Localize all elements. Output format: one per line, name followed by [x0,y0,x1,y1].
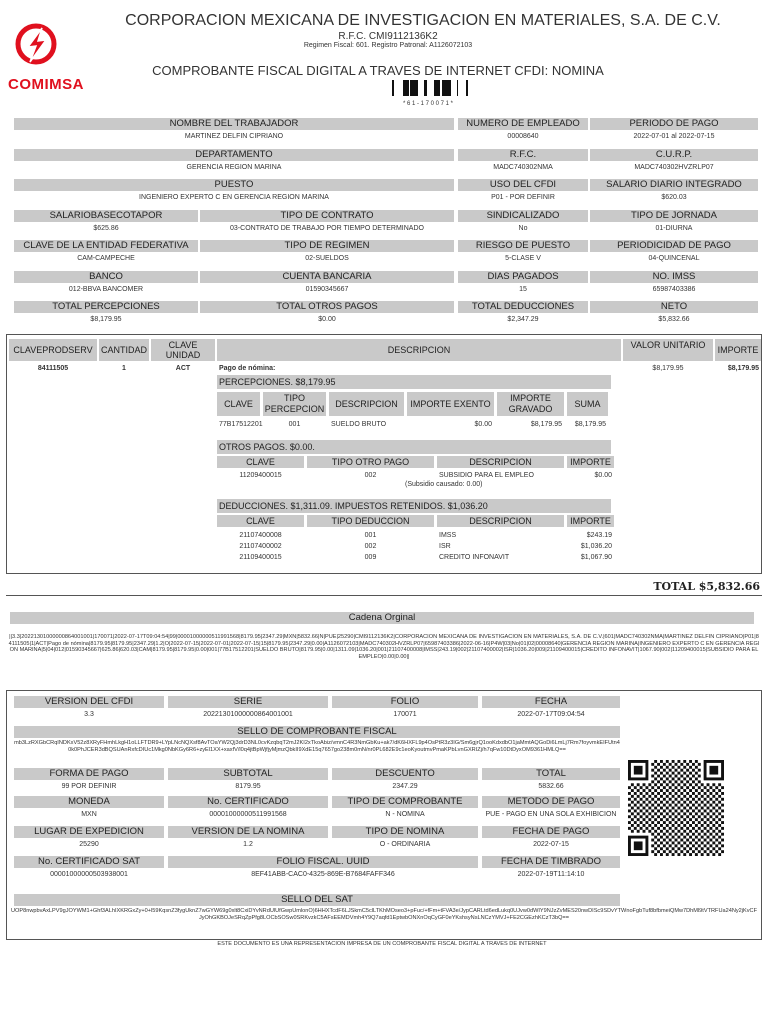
fiscal-value: 2347.29 [392,783,418,790]
concept-cantidad: 1 [122,365,126,372]
field-value: MARTINEZ DELFIN CIPRIANO [184,133,284,140]
fiscal-label: FOLIO [332,696,478,708]
field-label: CUENTA BANCARIA [200,271,454,283]
otros-title: OTROS PAGOS. $0.00. [217,440,611,454]
field-label: NETO [590,301,758,313]
fiscal-label: TOTAL [482,768,620,780]
subtable-header: SUMA [567,392,608,416]
percepciones-title: PERCEPCIONES. $8,179.95 [217,375,611,389]
sello-cfdi-label: SELLO DE COMPROBANTE FISCAL [14,726,620,738]
field-value: 2022-07-01 al 2022-07-15 [633,133,715,140]
field-label: SALARIOBASECOTAPOR [14,210,198,222]
field-label: USO DEL CFDI [458,179,588,191]
footer-text: ESTE DOCUMENTO ES UNA REPRESENTACION IMPRESA DE UN COMPROBANTE FISCAL DIGITAL A TRAVES DE INTERNET [217,941,547,947]
company-name: CORPORACION MEXICANA DE INVESTIGACION EN MATERIALES, S.A. DE C.V. [125,12,721,29]
col-header-clave: CLAVEPRODSERV [9,339,97,361]
subtable-cell: $0.00 [474,421,492,428]
subtable-cell: 21107400008 [239,532,282,539]
fiscal-label: SERIE [168,696,328,708]
subtable-header: IMPORTE [567,456,614,468]
barcode-icon [388,80,468,96]
subtable-header: IMPORTE EXENTO [407,392,494,416]
field-value: 15 [519,285,527,293]
fiscal-value: 99 POR DEFINIR [61,783,117,790]
field-value: No [518,224,528,232]
field-value: $8,179.95 [90,316,122,323]
sello-sat-label: SELLO DEL SAT [14,894,620,906]
field-value: 65987403386 [652,285,696,293]
company-rfc: R.F.C. CMI9112136K2 [338,31,438,42]
cadena-title: Cadena Orginal [10,612,754,624]
logo-text: COMIMSA [8,76,84,93]
field-value: 04-QUINCENAL [648,255,700,262]
field-value: MADC740302HVZRLP07 [634,163,714,171]
fiscal-label: FECHA DE PAGO [482,826,620,838]
field-value: 02-SUELDOS [305,255,349,262]
qr-code-icon [628,760,724,856]
fiscal-value: 25290 [79,841,99,848]
subtable-header: IMPORTE [567,515,614,527]
concept-importe: $8,179.95 [727,365,759,372]
field-label: DEPARTAMENTO [14,149,454,161]
field-label: SINDICALIZADO [458,210,588,222]
fiscal-label: METODO DE PAGO [482,796,620,808]
field-value: P01 - POR DEFINIR [491,194,555,201]
subtable-cell: $1,067.90 [580,554,612,561]
subtable-cell: 002 [364,472,377,479]
fiscal-value: 8EF41ABB-CAC0-4325-869E-B7684FAFF346 [251,871,395,878]
concepts-box [6,334,762,574]
fiscal-value: 1.2 [243,841,253,848]
fiscal-label: DESCUENTO [332,768,478,780]
field-value: 03-CONTRATO DE TRABAJO POR TIEMPO DETERMINADO [230,224,424,232]
fiscal-label: FOLIO FISCAL. UUID [168,856,478,868]
field-label: NUMERO DE EMPLEADO [458,118,588,130]
percepciones-rows [217,419,617,429]
fiscal-value: 8179.95 [235,783,261,790]
fiscal-label: FECHA DE TIMBRADO [482,856,620,868]
subtable-header: TIPO OTRO PAGO [307,456,434,468]
field-label: BANCO [14,271,198,283]
fiscal-label: No. CERTIFICADO SAT [14,856,164,868]
field-value: 5-CLASE V [505,255,541,262]
fiscal-value: 00001000000511991568 [209,811,287,818]
subtable-cell: $1,036.20 [580,543,612,550]
subtable-cell: 21109400015 [239,554,282,561]
subtable-cell: 21107400002 [239,543,282,550]
field-label: C.U.R.P. [590,149,758,161]
field-value: GERENCIA REGION MARINA [186,163,282,171]
fiscal-value: N - NOMINA [385,811,425,818]
subtable-cell: 002 [364,543,377,550]
fiscal-label: TIPO DE COMPROBANTE [332,796,478,808]
deducciones-rows [217,530,617,566]
col-header-descripcion: DESCRIPCION [217,339,621,361]
field-label: TOTAL OTROS PAGOS [200,301,454,313]
fiscal-value: 2022-07-19T11:14:10 [517,871,585,878]
field-label: PUESTO [14,179,454,191]
barcode-text: * 6 1 - 1 7 0 0 7 1 * [402,101,454,107]
field-label: PERIODICIDAD DE PAGO [590,240,758,252]
subtable-header: DESCRIPCION [329,392,404,416]
field-value: 01590345667 [305,285,349,293]
fiscal-label: SUBTOTAL [168,768,328,780]
subtable-cell: $8,179.95 [574,421,606,428]
field-label: TIPO DE REGIMEN [200,240,454,252]
concept-descripcion: Pago de nómina: [219,365,276,372]
field-value: $625.86 [93,224,119,232]
fiscal-label: TIPO DE NOMINA [332,826,478,838]
sello-sat-value: UOP8nwpbvAxLPV9gJOYWM1+Ghf3ALhIXKRGxZy+0+l59KqsnZ3fygUknZ7wGYW69g0xlt8CxiDYvNRdUlUfGwpUmlonO)6HHXTcdF6LJSkmC5clLTKhMOseo3+pFuc/+fFm+tFVA3e/JypCARLtd6edLukq0UJvw0dWIY9NJzZvMES20nwDISc9SDvYTWnoFgbTuf8bfbmeiQMw7DhMl9tVTRFUa24Ny2jKvCFJyOhGKBOJeSRqZpPfg8LOCbSOSw0SRKvzkC5AFsEEMDVmh4Y9Q7aqfd1EptwbONXnOqCyGF0eYKshsyNsLNCzYMVJ+FE2CGEzhKCzT3bQ== [11,908,757,921]
concept-clave: 84111505 [37,365,69,372]
col-header-importe: IMPORTE [715,339,761,361]
field-label: CLAVE DE LA ENTIDAD FEDERATIVA [14,240,198,252]
subtable-cell: $243.19 [586,532,612,539]
deducciones-headers [217,515,617,527]
subtable-header: DESCRIPCION [437,456,564,468]
field-value: INGENIERO EXPERTO C EN GERENCIA REGION MARINA [139,194,329,201]
field-label: TOTAL PERCEPCIONES [14,301,198,313]
subtable-cell: 001 [288,421,301,428]
field-label: DIAS PAGADOS [458,271,588,283]
field-value: 01-DIURNA [655,224,693,232]
fiscal-value: MXN [81,811,97,818]
grand-total: TOTAL $5,832.66 [653,580,760,593]
concept-valor: $8,179.95 [652,365,684,372]
fiscal-value: 2022-07-17T09:04:54 [517,711,585,718]
subtable-cell: $0.00 [594,472,612,479]
field-value: $2,347.29 [507,316,539,323]
field-value: CAM-CAMPECHE [77,255,135,262]
fiscal-value: 170071 [393,711,417,718]
col-header-unidad: CLAVE UNIDAD [151,339,215,361]
subtable-header: TIPO DEDUCCION [307,515,434,527]
fiscal-label: LUGAR DE EXPEDICION [14,826,164,838]
col-header-cantidad: CANTIDAD [99,339,149,361]
fiscal-value: 00001000000503938001 [50,871,128,878]
fiscal-label: No. CERTIFICADO [168,796,328,808]
field-label: TIPO DE CONTRATO [200,210,454,222]
fiscal-value: PUE - PAGO EN UNA SOLA EXHIBICION [485,811,617,818]
field-value: 00008640 [507,133,539,140]
subtable-header: CLAVE [217,392,260,416]
subtable-cell: CREDITO INFONAVIT [439,554,510,561]
subtable-cell: 009 [364,554,377,561]
field-label: PERIODO DE PAGO [590,118,758,130]
subtable-cell: 77B17512201 [219,421,263,428]
fiscal-label: FORMA DE PAGO [14,768,164,780]
field-value: MADC740302NMA [493,163,553,171]
subtable-header: DESCRIPCION [437,515,564,527]
subtable-cell: SUELDO BRUTO [331,421,387,428]
company-regimen: Regimen Fiscal: 601. Registro Patronal: A1126072103 [303,42,473,49]
concept-unidad: ACT [175,365,191,372]
fiscal-value: O - ORDINARIA [379,841,431,848]
fiscal-value: 20221301000000864001001 [203,711,293,718]
barcode [388,80,468,107]
field-value: 012-BBVA BANCOMER [68,285,144,293]
field-label: NOMBRE DEL TRABAJADOR [14,118,454,130]
subtable-header: CLAVE [217,515,304,527]
fiscal-value: 5832.66 [538,783,564,790]
fiscal-value: 3.3 [84,711,94,718]
subtable-header: CLAVE [217,456,304,468]
field-label: RIESGO DE PUESTO [458,240,588,252]
otros-headers [217,456,617,468]
subtable-cell: SUBSIDIO PARA EL EMPLEO [439,472,534,479]
field-label: TIPO DE JORNADA [590,210,758,222]
separator-line [6,595,762,596]
otros-note: (Subsidio causado: 0.00) [405,481,483,488]
company-logo [8,22,84,100]
fiscal-label: FECHA [482,696,620,708]
fiscal-label: MONEDA [14,796,164,808]
field-value: $0.00 [318,316,336,323]
col-header-valor: VALOR UNITARIO [623,339,713,361]
subtable-cell: 001 [364,532,377,539]
subtable-cell: $8,179.95 [530,421,562,428]
subtable-header: IMPORTE GRAVADO [497,392,564,416]
subtable-cell: ISR [439,543,451,550]
fiscal-label: VERSION DEL CFDI [14,696,164,708]
field-label: NO. IMSS [590,271,758,283]
subtable-cell: IMSS [439,532,457,539]
percepciones-headers [217,392,617,416]
field-value: $5,832.66 [658,316,690,323]
field-label: SALARIO DIARIO INTEGRADO [590,179,758,191]
qr-code [628,760,724,856]
document-title: COMPROBANTE FISCAL DIGITAL A TRAVES DE INTERNET CFDI: NOMINA [152,63,604,78]
deducciones-title: DEDUCCIONES. $1,311.09. IMPUESTOS RETENIDOS. $1,036.20 [217,499,611,513]
fiscal-label: VERSION DE LA NOMINA [168,826,328,838]
field-value: $620.03 [661,194,687,201]
subtable-header: TIPO PERCEPCION [264,393,325,414]
field-label: TOTAL DEDUCCIONES [458,301,588,313]
sello-cfdi-value: mb3LzRXGbCRqINDKxV52z8XRyFHmhLkgH1oLLFTDR9+LYpLNcNQXsf8AvTOaYW2Qj3drD3NL0cvKzqbqT2mJ2KI2xTkoAbiz/vmnC4R3NmGbKu+ak7/dK6HXFL9p4OsPtR3z3IG/Sm6gjrQ1ooKdxdbO1jaMmtAQGoDi6LmLj7Rm7foyvmkEIFUtn40k0PhJCER3dBQSUAnRxfcDIUc1Mkg0NbKGy6R6+zyEl1XX+xaxfV/l0q4jtBpWjfjyMjmzQbkII9XdE15q7657go238m0mN/nr0PL682E9c1eoKyoutmvPmaKPbLvnGXRIZj/h7qFw10DtDyxOM9361HMLQ== [14,740,620,753]
comimsa-logo-icon [14,22,58,66]
field-label: R.F.C. [458,149,588,161]
subtable-cell: 11209400015 [239,472,282,479]
cadena-text: ||3.3|20221301000000864001001|170071|2022-07-17T09:04:54|99|00001000000511991568|8179.95|2347.29|MXN|5832.66|N|PUE|25290|CMI9112136K2|CORPORACION MEXICANA DE INVESTIGACION EN MATERIALES, S.A. DE C.V.|601|MADC740302NMA|MARTINEZ DELFIN CIPRIANO|P01|84111505|1|ACT|Pago de nómina|8179.95|8179.95|2347.29|1.2|O|2022-07-15|2022-07-01|2022-07-15|15|8179.95|2347.29|0.00|A1126072103|MADC740302HVZRLP07|65987403386|2022-06-16|P4W|03|No|01|02|00008640|GERENCIA REGION MARINA|INGENIERO EXPERTO C EN GERENCIA REGION MARINA|5|04|012|01590345667|625.86|620.03|CAM|8179.95|8179.95|0.00|001|77B17512201|SUELDO BRUTO|8179.95|0.00|1311.09|1036.20|001|21107400008|IMSS|243.19|002|21107400002|ISR|1036.20|009|21109400015|CREDITO INFONAVIT|1067.90|002|11209400015|SUBSIDIO PARA EL EMPLEO|0.00|0.00|| [8,634,760,660]
fiscal-value: 2022-07-15 [533,841,569,848]
